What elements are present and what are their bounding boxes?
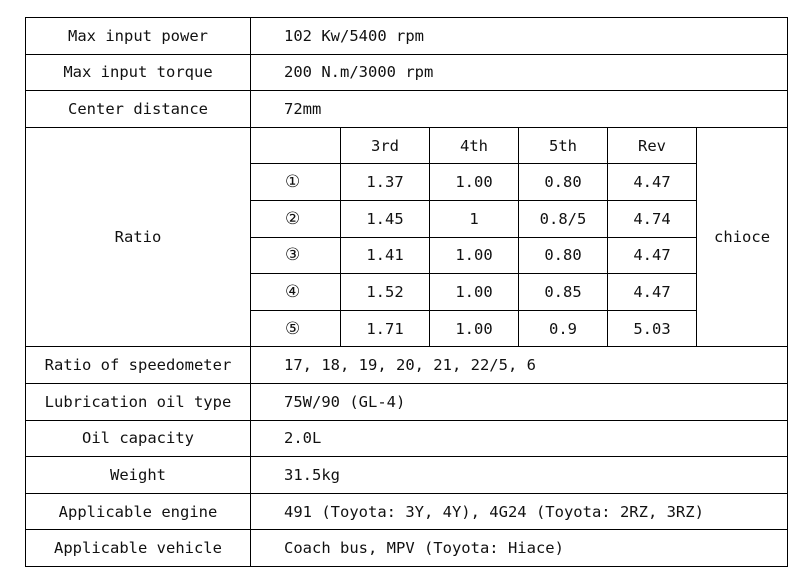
applicable-vehicle-label: Applicable vehicle <box>26 530 251 567</box>
max-input-power-label: Max input power <box>26 18 251 55</box>
lubrication-oil-type-value: 75W/90 (GL-4) <box>251 383 788 420</box>
center-distance-label: Center distance <box>26 91 251 128</box>
ratio-cell-rev: 4.47 <box>608 274 697 311</box>
oil-capacity-value: 2.0L <box>251 420 788 457</box>
ratio-option-marker: ③ <box>251 237 341 274</box>
ratio-header-rev: Rev <box>608 127 697 164</box>
ratio-choice-label: chioce <box>697 127 788 347</box>
ratio-cell-3rd: 1.37 <box>341 164 430 201</box>
ratio-header-row <box>26 127 788 164</box>
ratio-of-speedometer-label: Ratio of speedometer <box>26 347 251 384</box>
ratio-cell-4th: 1.00 <box>430 237 519 274</box>
ratio-cell-3rd: 1.71 <box>341 310 430 347</box>
row-ratio-of-speedometer <box>26 347 788 384</box>
ratio-cell-rev: 4.74 <box>608 200 697 237</box>
applicable-engine-value: 491 (Toyota: 3Y, 4Y), 4G24 (Toyota: 2RZ, 3RZ) <box>251 493 788 530</box>
applicable-engine-label: Applicable engine <box>26 493 251 530</box>
ratio-of-speedometer-value: 17, 18, 19, 20, 21, 22/5, 6 <box>251 347 788 384</box>
oil-capacity-label: Oil capacity <box>26 420 251 457</box>
ratio-cell-3rd: 1.52 <box>341 274 430 311</box>
ratio-cell-5th: 0.80 <box>519 237 608 274</box>
ratio-cell-rev: 5.03 <box>608 310 697 347</box>
ratio-label: Ratio <box>26 127 251 347</box>
ratio-cell-5th: 0.9 <box>519 310 608 347</box>
lubrication-oil-type-label: Lubrication oil type <box>26 383 251 420</box>
max-input-power-value: 102 Kw/5400 rpm <box>251 18 788 55</box>
ratio-option-marker: ② <box>251 200 341 237</box>
applicable-vehicle-value: Coach bus, MPV (Toyota: Hiace) <box>251 530 788 567</box>
ratio-cell-4th: 1.00 <box>430 274 519 311</box>
row-oil-capacity <box>26 420 788 457</box>
center-distance-value: 72mm <box>251 91 788 128</box>
row-applicable-engine <box>26 493 788 530</box>
ratio-cell-5th: 0.85 <box>519 274 608 311</box>
row-max-input-torque <box>26 54 788 91</box>
row-lubrication-oil-type <box>26 383 788 420</box>
ratio-option-marker: ① <box>251 164 341 201</box>
ratio-cell-3rd: 1.41 <box>341 237 430 274</box>
ratio-cell-4th: 1 <box>430 200 519 237</box>
ratio-cell-4th: 1.00 <box>430 310 519 347</box>
ratio-header-blank <box>251 127 341 164</box>
ratio-option-marker: ⑤ <box>251 310 341 347</box>
max-input-torque-value: 200 N.m/3000 rpm <box>251 54 788 91</box>
row-max-input-power <box>26 18 788 55</box>
row-applicable-vehicle <box>26 530 788 567</box>
ratio-cell-5th: 0.8/5 <box>519 200 608 237</box>
ratio-option-marker: ④ <box>251 274 341 311</box>
ratio-cell-3rd: 1.45 <box>341 200 430 237</box>
row-center-distance <box>26 91 788 128</box>
ratio-cell-rev: 4.47 <box>608 164 697 201</box>
weight-value: 31.5kg <box>251 457 788 494</box>
ratio-header-4th: 4th <box>430 127 519 164</box>
ratio-cell-5th: 0.80 <box>519 164 608 201</box>
spec-table <box>25 17 788 567</box>
max-input-torque-label: Max input torque <box>26 54 251 91</box>
row-weight <box>26 457 788 494</box>
ratio-cell-rev: 4.47 <box>608 237 697 274</box>
weight-label: Weight <box>26 457 251 494</box>
ratio-cell-4th: 1.00 <box>430 164 519 201</box>
ratio-header-3rd: 3rd <box>341 127 430 164</box>
ratio-header-5th: 5th <box>519 127 608 164</box>
